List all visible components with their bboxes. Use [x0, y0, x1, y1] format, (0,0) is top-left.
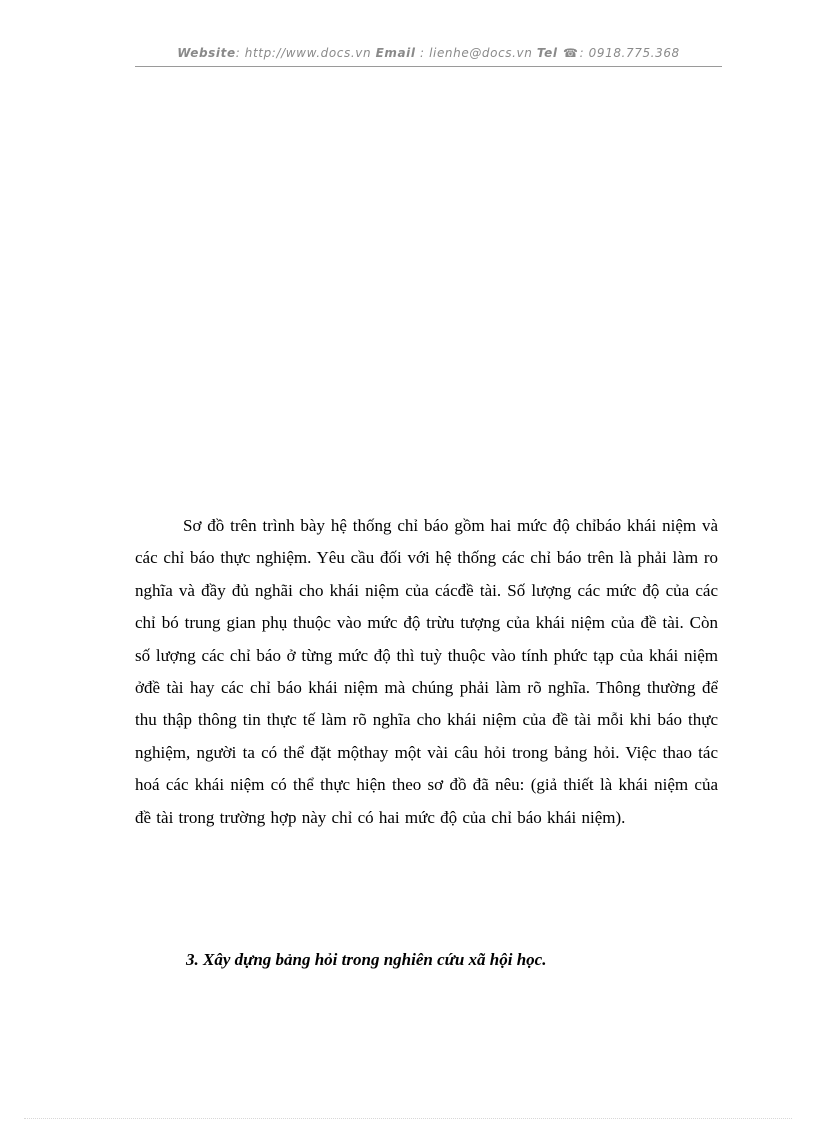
section-heading: 3. Xây dựng bảng hỏi trong nghiên cứu xã hội học. — [186, 950, 547, 969]
body-paragraph: Sơ đồ trên trình bày hệ thống chỉ báo gồm hai mức độ chỉbáo khái niệm và các chỉ báo thực nghiệm. Yêu cầu đối với hệ thống các chỉ báo trên là phải làm ro nghĩa và đầy đủ nghãi cho khái niệm của cácđề tài. Số lượng các mức độ của các chỉ bó trung gian phụ thuộc vào mức độ trừu tượng của khái niệm của đề tài. Còn số lượng các chỉ báo ở từng mức độ thì tuỳ thuộc vào tính phức tạp của khái niệm ởđề tài hay các chỉ báo khái niệm mà chúng phải làm rõ nghĩa. Thông thường để thu thập thông tin thực tế làm rõ nghĩa cho khái niệm của đề tài mỗi khi báo thực nghiệm, người ta có thể đặt mộthay một vài câu hỏi trong bảng hỏi. Việc thao tác hoá các khái niệm có thể thực hiện theo sơ đồ đã nêu: (giả thiết là khái niệm của đề tài trong trường hợp này chỉ có hai mức độ của chỉ báo khái niệm). — [135, 516, 718, 827]
footer-divider — [24, 1118, 792, 1119]
page-header — [135, 46, 722, 67]
email-label: Email — [375, 46, 416, 60]
email-address: : lienhe@docs.vn — [415, 46, 537, 60]
website-url: : http://www.docs.vn — [235, 46, 376, 60]
tel-number: : 0918.775.368 — [579, 46, 680, 60]
phone-icon: ☎ — [563, 46, 579, 60]
tel-label: Tel — [536, 46, 558, 60]
website-label: Website — [177, 46, 236, 60]
